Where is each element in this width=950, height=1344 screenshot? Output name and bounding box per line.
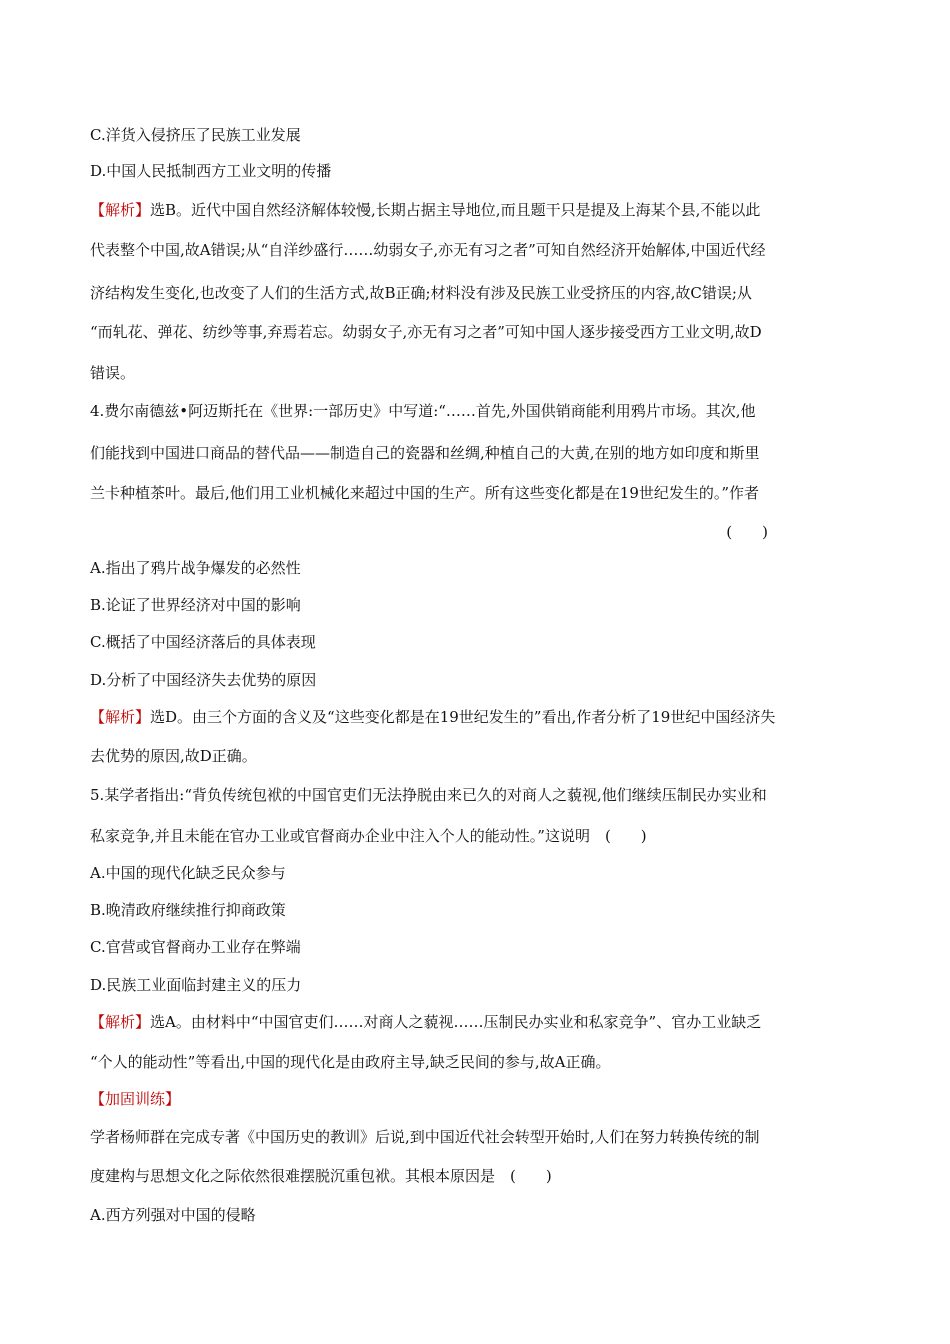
q4-option-a: A.指出了鸦片战争爆发的必然性 xyxy=(90,559,301,577)
q3-analysis-line-4: “而轧花、弹花、纺纱等事,弃焉若忘。幼弱女子,亦无有习之者”可知中国人逐步接受西方工业文明,故D xyxy=(90,323,762,341)
q5-stem-line-2: 私家竞争,并且未能在官办工业或官督商办企业中注入个人的能动性。”这说明 ( ) xyxy=(90,827,647,845)
extra-option-a: A.西方列强对中国的侵略 xyxy=(90,1206,256,1224)
answer-paren: ( ) xyxy=(726,523,768,541)
q4-option-d: D.分析了中国经济失去优势的原因 xyxy=(90,671,317,689)
q3-analysis-line-5: 错误。 xyxy=(90,364,136,382)
q5-stem-line-1: 5.某学者指出:“背负传统包袱的中国官吏们无法挣脱由来已久的对商人之藐视,他们继续压制民办实业和 xyxy=(90,786,767,804)
q3-analysis-line-1: 【解析】选B。近代中国自然经济解体较慢,长期占据主导地位,而且题干只是提及上海某个县,不能以此 xyxy=(90,201,761,219)
q3-option-c: C.洋货入侵挤压了民族工业发展 xyxy=(90,126,301,144)
q5-option-b: B.晚清政府继续推行抑商政策 xyxy=(90,901,286,919)
q4-stem-line-2: 们能找到中国进口商品的替代品——制造自己的瓷器和丝绸,种植自己的大黄,在别的地方如印度和斯里 xyxy=(90,444,760,462)
q5-option-a: A.中国的现代化缺乏民众参与 xyxy=(90,864,286,882)
extra-stem-line-2: 度建构与思想文化之际依然很难摆脱沉重包袱。其根本原因是 ( ) xyxy=(90,1167,552,1185)
q4-analysis-line-2: 去优势的原因,故D正确。 xyxy=(90,747,257,765)
analysis-tag: 【解析】 xyxy=(90,1013,151,1031)
q3-analysis-line-2: 代表整个中国,故A错误;从“自洋纱盛行……幼弱女子,亦无有习之者”可知自然经济开始解体,中国近代经 xyxy=(90,241,766,259)
analysis-tag: 【解析】 xyxy=(90,201,151,219)
q3-option-d: D.中国人民抵制西方工业文明的传播 xyxy=(90,162,332,180)
q4-analysis-line-1: 【解析】选D。由三个方面的含义及“这些变化都是在19世纪发生的”看出,作者分析了19世纪中国经济失 xyxy=(90,708,776,726)
q3-analysis-line-3: 济结构发生变化,也改变了人们的生活方式,故B正确;材料没有涉及民族工业受挤压的内容,故C错误;从 xyxy=(90,284,752,302)
analysis-tag: 【解析】 xyxy=(90,708,151,726)
q4-option-c: C.概括了中国经济落后的具体表现 xyxy=(90,633,316,651)
q4-option-b: B.论证了世界经济对中国的影响 xyxy=(90,596,301,614)
q4-stem-line-3: 兰卡种植茶叶。最后,他们用工业机械化来超过中国的生产。所有这些变化都是在19世纪发生的。”作者 xyxy=(90,484,760,502)
q5-option-c: C.官营或官督商办工业存在弊端 xyxy=(90,938,301,956)
q5-analysis-line-1: 【解析】选A。由材料中“中国官吏们……对商人之藐视……压制民办实业和私家竞争”、官办工业缺乏 xyxy=(90,1013,762,1031)
extra-stem-line-1: 学者杨师群在完成专著《中国历史的教训》后说,到中国近代社会转型开始时,人们在努力转换传统的制 xyxy=(90,1128,760,1146)
extra-training-tag: 【加固训练】 xyxy=(90,1090,181,1108)
q5-option-d: D.民族工业面临封建主义的压力 xyxy=(90,976,302,994)
q4-stem-line-1: 4.费尔南德兹•阿迈斯托在《世界:一部历史》中写道:“……首先,外国供销商能利用鸦片市场。其次,他 xyxy=(90,402,756,420)
q5-analysis-line-2: “个人的能动性”等看出,中国的现代化是由政府主导,缺乏民间的参与,故A正确。 xyxy=(90,1053,611,1071)
